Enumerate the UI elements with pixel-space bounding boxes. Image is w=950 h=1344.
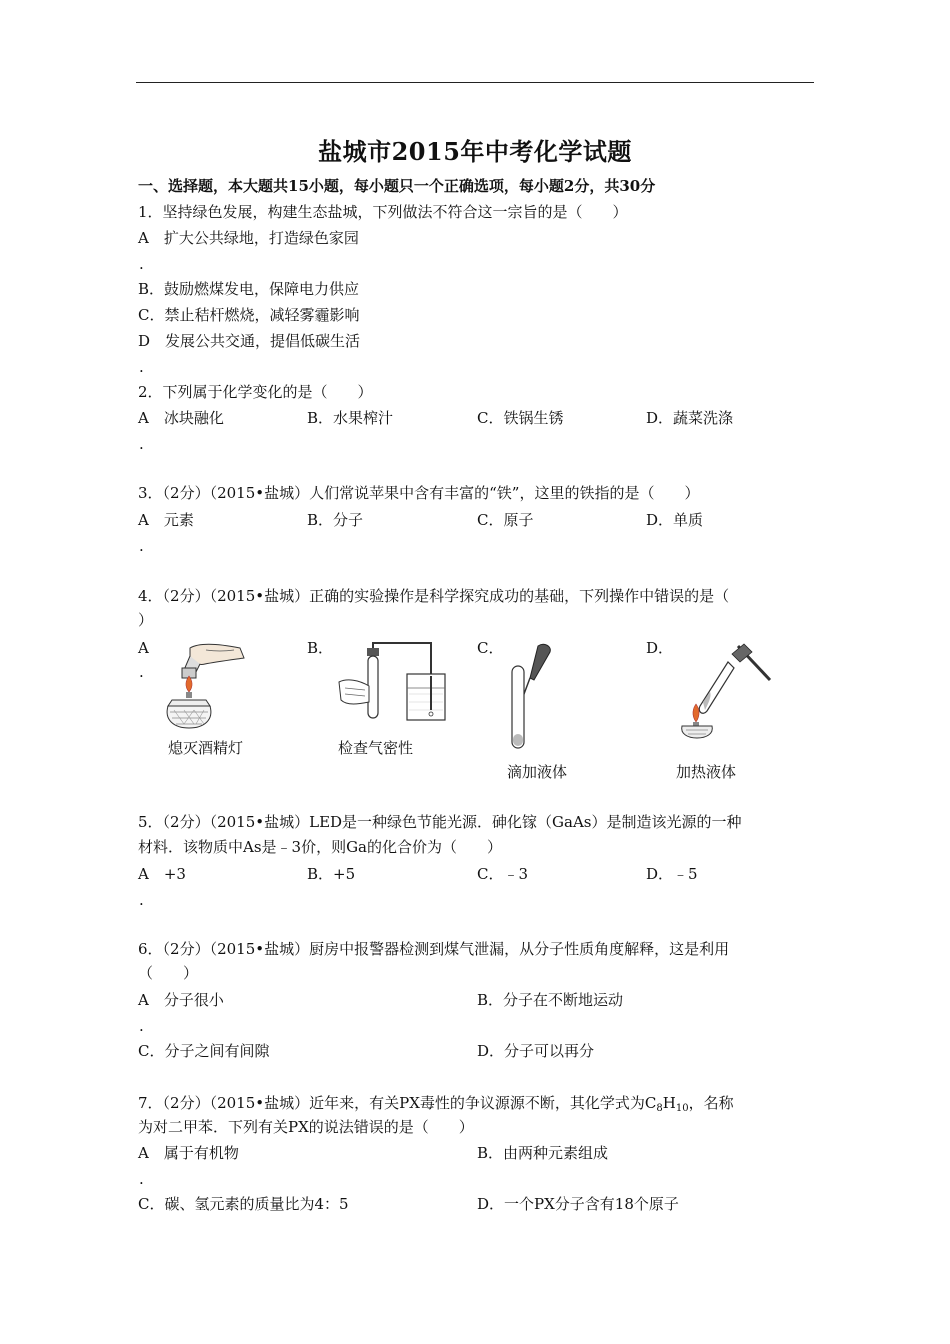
q5-stem-cont: 材料．该物质中As是﹣3价，则Ga的化合价为（ ） xyxy=(138,838,503,856)
q5-option-c: C．﹣3 xyxy=(477,865,529,883)
q1-option-c: C．禁止秸杆燃烧，减轻雾霾影响 xyxy=(138,306,360,324)
q7-stem-pre: 7．（2分）（2015•盐城）近年来，有关PX毒性的争议源源不断，其化学式为C xyxy=(138,1094,657,1112)
alcohol-lamp-extinguish-figure xyxy=(160,640,248,732)
q4-option-a: A xyxy=(138,639,149,657)
q4-caption-d: 加热液体 xyxy=(676,763,737,781)
q7-stem xyxy=(138,1093,734,1113)
q2-stem: 2．下列属于化学变化的是（ ） xyxy=(138,383,373,401)
q7-sub-hydrogen: 10 xyxy=(675,1103,689,1114)
q1-option-b: B．鼓励燃煤发电，保障电力供应 xyxy=(138,280,360,298)
q3-stem: 3．（2分）（2015•盐城）人们常说苹果中含有丰富的“铁”，这里的铁指的是（ ） xyxy=(138,484,700,502)
q6-stem: 6．（2分）（2015•盐城）厨房中报警器检测到煤气泄漏，从分子性质角度解释，这是利用 xyxy=(138,940,730,958)
section-heading: 一、选择题，本大题共15小题，每小题只一个正确选项，每小题2分，共30分 xyxy=(138,177,656,195)
q4-caption-c: 滴加液体 xyxy=(507,763,568,781)
q4-option-c: C． xyxy=(477,639,504,657)
q2-option-c: C．铁锅生锈 xyxy=(477,409,564,427)
q1-option-a: A 扩大公共绿地，打造绿色家园 xyxy=(138,229,359,247)
q7-a-dot: . xyxy=(139,1170,144,1188)
q2-a-dot: . xyxy=(139,435,144,453)
q4-option-d: D． xyxy=(646,639,674,657)
q7-option-c: C．碳、氢元素的质量比为4：5 xyxy=(138,1195,349,1213)
q7-option-a: A 属于有机物 xyxy=(138,1144,239,1162)
q4-stem-cont: ） xyxy=(138,611,154,629)
q1-a-dot: . xyxy=(139,255,144,273)
q7-option-d: D．一个PX分子含有18个原子 xyxy=(477,1195,679,1213)
q6-option-c: C．分子之间有间隙 xyxy=(138,1042,270,1060)
q3-option-b: B．分子 xyxy=(307,511,364,529)
dropper-liquid-figure xyxy=(500,640,570,752)
q3-a-dot: . xyxy=(139,537,144,555)
q5-option-d: D．﹣5 xyxy=(646,865,698,883)
q4-caption-b: 检查气密性 xyxy=(338,739,414,757)
q3-option-d: D．单质 xyxy=(646,511,704,529)
q2-option-b: B．水果榨汁 xyxy=(307,409,394,427)
q1-option-d: D 发展公共交通，提倡低碳生活 xyxy=(138,332,361,350)
q1-d-dot: . xyxy=(139,358,144,376)
airtightness-check-figure xyxy=(335,640,447,730)
q7-stem-post: ，名称 xyxy=(688,1094,734,1112)
heating-liquid-figure xyxy=(672,640,778,740)
header-rule xyxy=(136,82,814,83)
q2-option-a: A 冰块融化 xyxy=(138,409,224,427)
q7-stem-h: H xyxy=(662,1094,676,1112)
q2-option-d: D．蔬菜洗涤 xyxy=(646,409,734,427)
q5-option-a: A +3 xyxy=(138,865,186,883)
q6-option-d: D．分子可以再分 xyxy=(477,1042,595,1060)
q3-option-c: C．原子 xyxy=(477,511,534,529)
q6-option-a: A 分子很小 xyxy=(138,991,224,1009)
q4-stem: 4．（2分）（2015•盐城）正确的实验操作是科学探究成功的基础，下列操作中错误的是（ xyxy=(138,587,730,605)
page-title: 盐城市2015年中考化学试题 xyxy=(318,137,632,166)
q5-stem: 5．（2分）（2015•盐城）LED是一种绿色节能光源．砷化镓（GaAs）是制造该光源的一种 xyxy=(138,813,742,831)
q5-a-dot: . xyxy=(139,891,144,909)
q5-option-b: B．+5 xyxy=(307,865,356,883)
q1-stem: 1．坚持绿色发展，构建生态盐城，下列做法不符合这一宗旨的是（ ） xyxy=(138,203,628,221)
q6-a-dot: . xyxy=(139,1017,144,1035)
q7-option-b: B．由两种元素组成 xyxy=(477,1144,609,1162)
q4-caption-a: 熄灭酒精灯 xyxy=(168,739,244,757)
q7-sub-carbon: 8 xyxy=(656,1103,663,1114)
q3-option-a: A 元素 xyxy=(138,511,194,529)
q4-a-dot: . xyxy=(139,663,144,681)
q6-option-b: B．分子在不断地运动 xyxy=(477,991,624,1009)
q4-option-b: B． xyxy=(307,639,334,657)
q6-stem-cont: （ ） xyxy=(138,964,199,982)
q7-stem-cont: 为对二甲苯．下列有关PX的说法错误的是（ ） xyxy=(138,1118,474,1136)
